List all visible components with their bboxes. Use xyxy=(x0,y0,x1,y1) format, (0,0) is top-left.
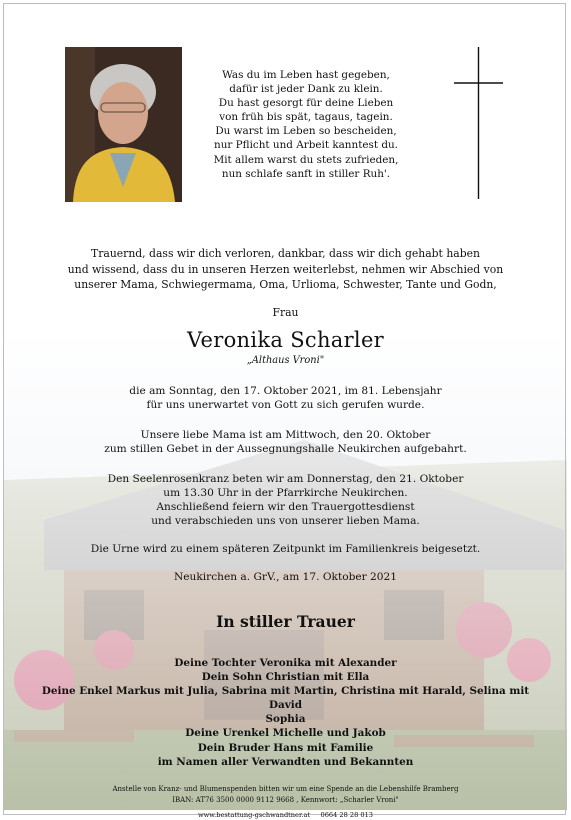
service-line: Den Seelenrosenkranz beten wir am Donnerstag, den 21. Oktober xyxy=(107,473,464,485)
family-line: Deine Urenkel Michelle und Jakob xyxy=(185,727,386,740)
donation-note xyxy=(30,784,541,806)
nickname: „Althaus Vroni" xyxy=(246,355,325,366)
intro-text xyxy=(30,246,541,293)
service-line: Anschließend feiern wir den Trauergottesdienst xyxy=(156,501,415,513)
viewing-line: Unsere liebe Mama ist am Mittwoch, den 20. Oktober xyxy=(140,429,431,441)
poem-line: nur Pflicht und Arbeit kanntest du. xyxy=(214,139,398,152)
portrait-photo xyxy=(65,47,182,202)
poem-line: dafür ist jeder Dank zu klein. xyxy=(229,83,383,96)
poem-line: von früh bis spät, tagaus, tagein. xyxy=(219,111,393,124)
salutation: Frau xyxy=(272,306,299,319)
family-line: Deine Tochter Veronika mit Alexander xyxy=(174,657,397,669)
place-date: Neukirchen a. GrV., am 17. Oktober 2021 xyxy=(173,571,398,583)
death-notice-line: für uns unerwartet von Gott zu sich gerufen wurde. xyxy=(146,399,425,411)
intro-line: unserer Mama, Schwiegermama, Oma, Urlioma, Schwester, Tante und Godn, xyxy=(74,278,497,292)
poem-line: nun schlafe sanft in stiller Ruh'. xyxy=(221,167,391,180)
poem-line: Du hast gesorgt für deine Lieben xyxy=(218,97,394,110)
viewing-info xyxy=(30,428,541,456)
poem xyxy=(196,68,416,181)
poem-line: Was du im Leben hast gegeben, xyxy=(222,69,390,81)
family-line: Dein Sohn Christian mit Ella xyxy=(201,671,370,684)
donation-line: IBAN: AT76 3500 0000 9112 9668 , Kennwort: „Scharler Vroni" xyxy=(172,796,399,804)
service-info xyxy=(30,472,541,528)
service-line: um 13.30 Uhr in der Pfarrkirche Neukirchen. xyxy=(163,487,408,499)
intro-line: und wissend, dass du in unseren Herzen weiterlebst, nehmen wir Abschied von xyxy=(67,262,504,276)
death-notice xyxy=(30,384,541,412)
family-line: Dein Bruder Hans mit Familie xyxy=(197,741,374,754)
mourning-heading: In stiller Trauer xyxy=(216,612,355,631)
family-line: Deine Enkel Markus mit Julia, Sabrina mit Martin, Christina mit Harald, Selina mit David xyxy=(41,685,530,712)
death-notice-line: die am Sonntag, den 17. Oktober 2021, im 81. Lebensjahr xyxy=(129,385,442,397)
poem-line: Mit allem warst du stets zufrieden, xyxy=(213,153,399,166)
poem-line: Du warst im Leben so bescheiden, xyxy=(215,125,397,138)
family-line: Sophia xyxy=(265,713,306,726)
funeral-home-contact: www.bestattung-gschwandtner.at 0664 28 28 013 xyxy=(198,811,373,819)
cross-icon xyxy=(454,47,503,199)
viewing-line: zum stillen Gebet in der Aussegnungshalle Neukirchen aufgebahrt. xyxy=(104,443,467,455)
deceased-name: Veronika Scharler xyxy=(186,328,385,352)
service-line: und verabschieden uns von unserer lieben Mama. xyxy=(151,515,420,527)
intro-line: Trauernd, dass wir dich verloren, dankbar, dass wir dich gehabt haben xyxy=(91,247,480,260)
family-list xyxy=(30,656,541,769)
family-line: im Namen aller Verwandten und Bekannten xyxy=(157,755,414,768)
donation-line: Anstelle von Kranz- und Blumenspenden bitten wir um eine Spende an die Lebenshilfe Bramberg xyxy=(112,785,459,793)
urn-info: Die Urne wird zu einem späteren Zeitpunkt im Familienkreis beigesetzt. xyxy=(90,543,481,555)
